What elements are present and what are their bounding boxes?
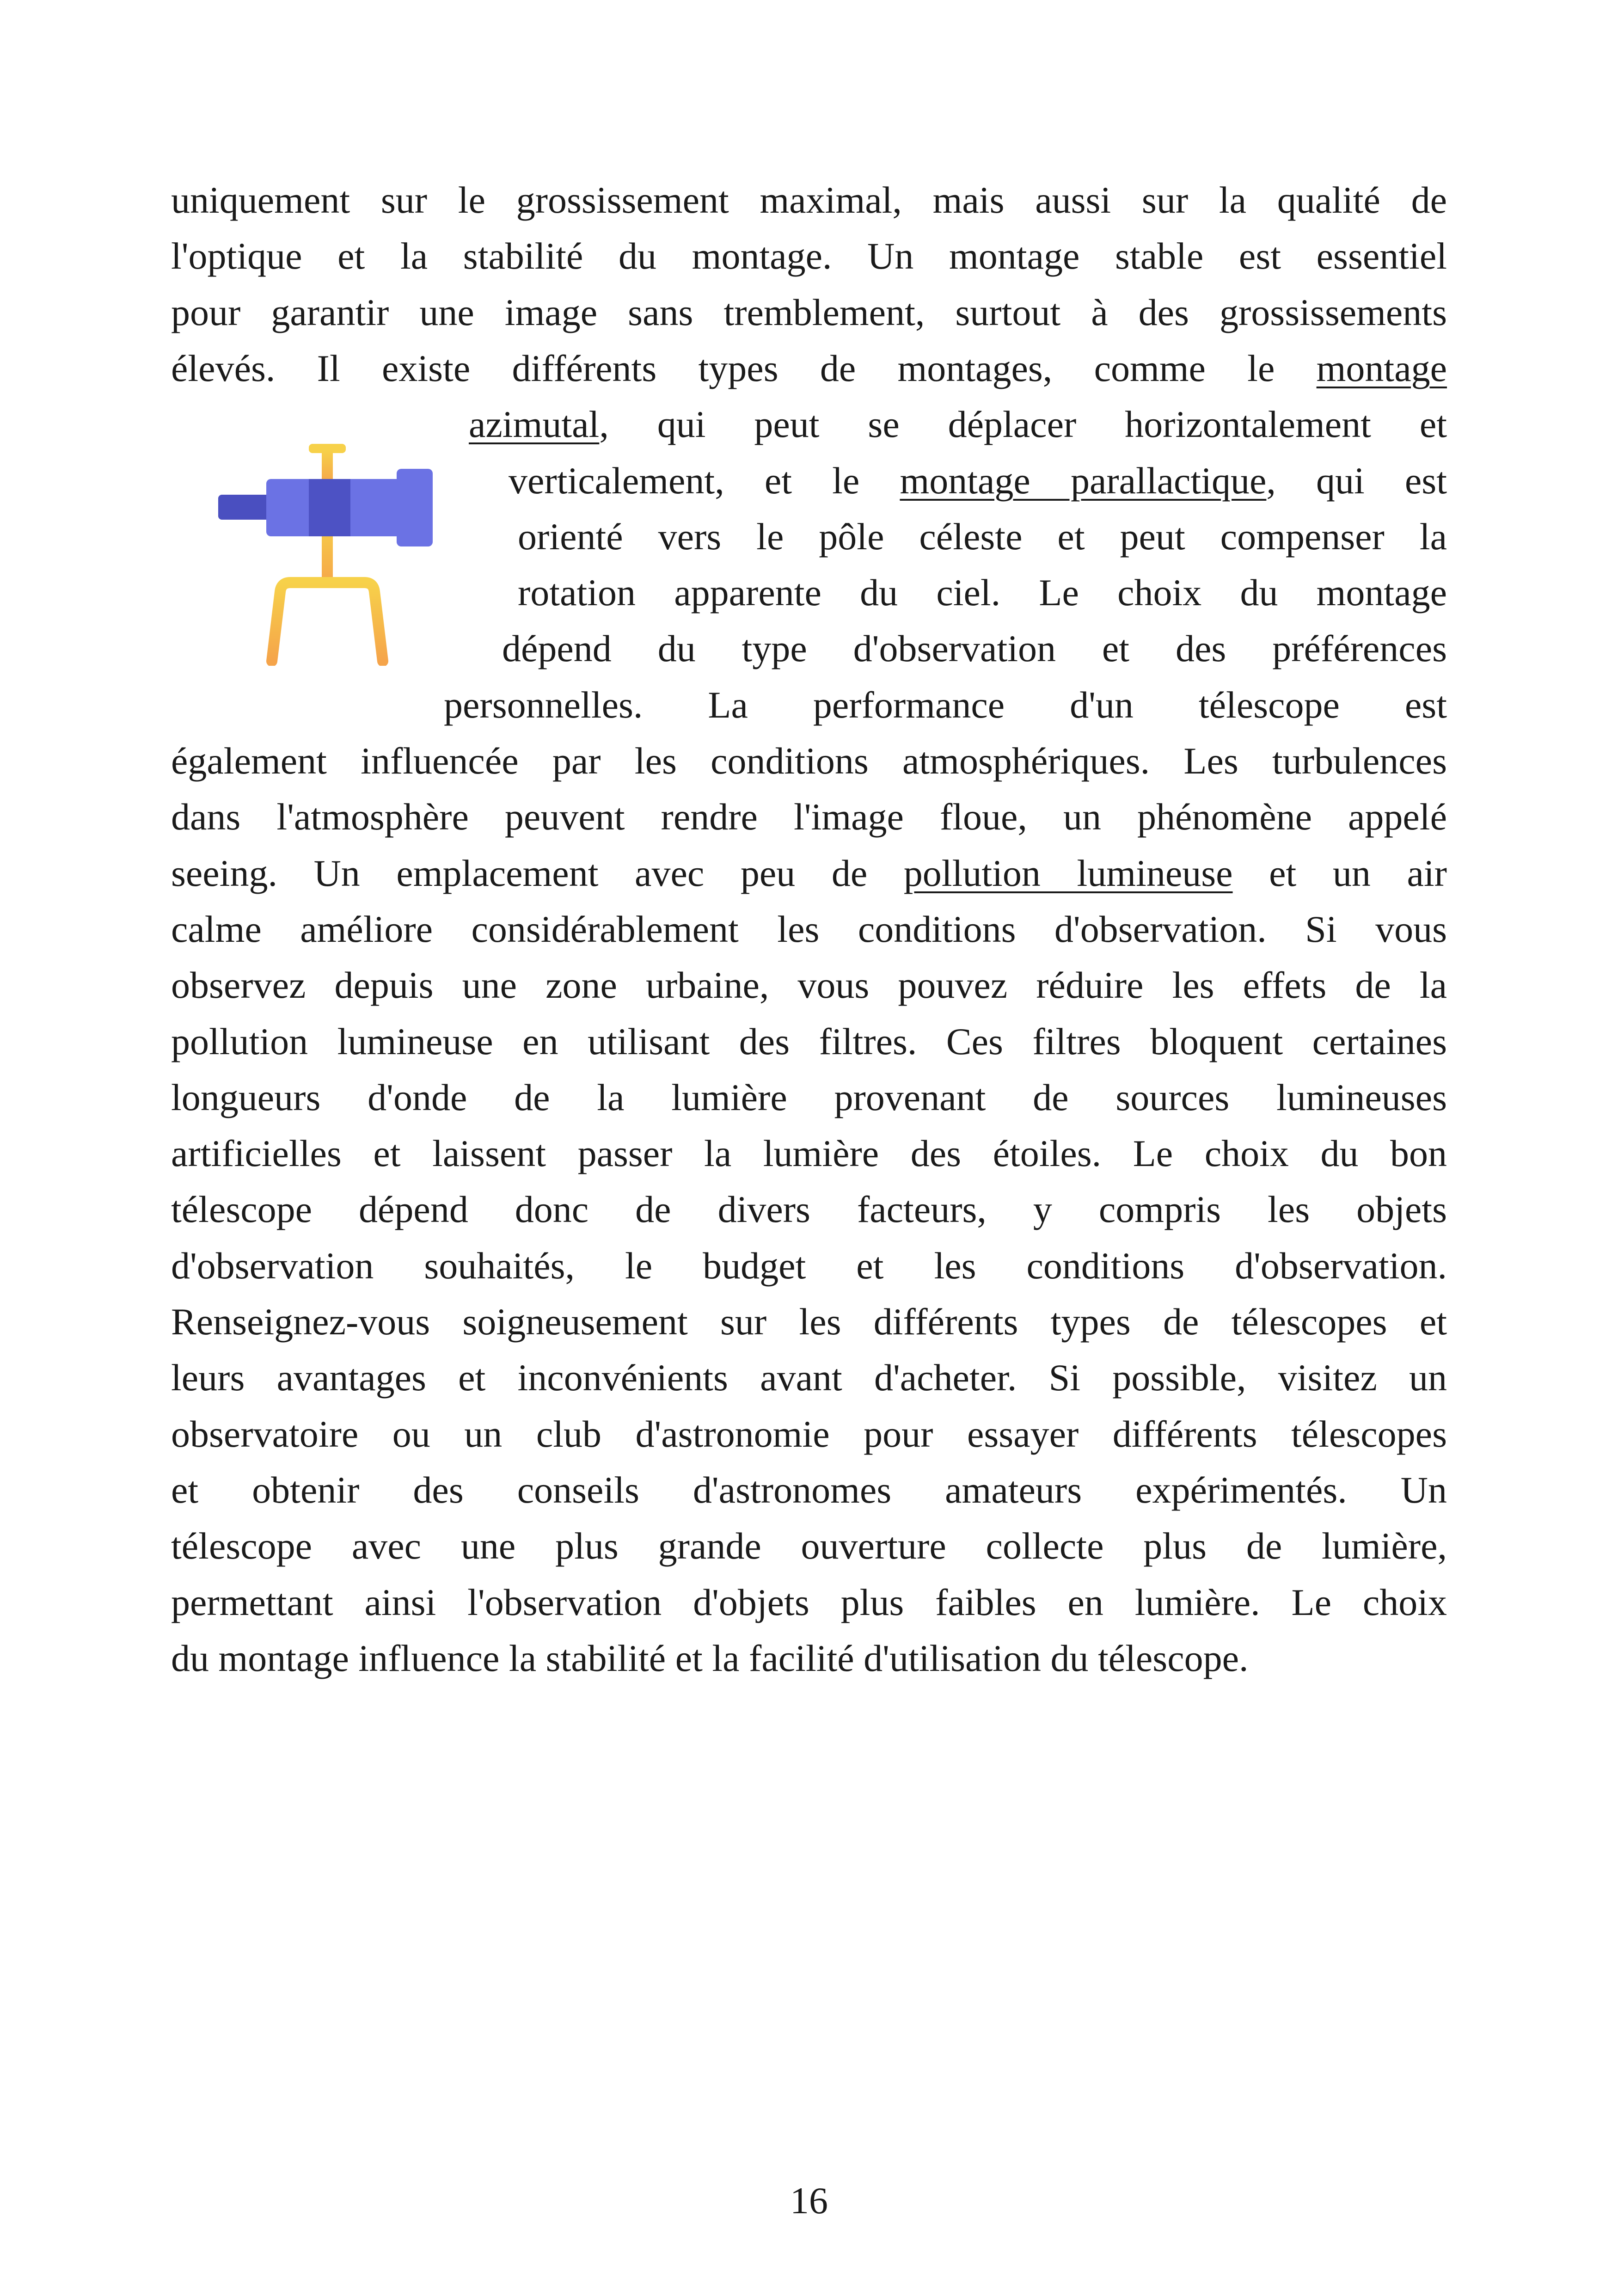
text-line [171,850,1447,896]
text-segment: orienté vers le pôle céleste et peut compenser la [518,516,1447,558]
text-line [171,233,1447,279]
text-segment: leurs avantages et inconvénients avant d'acheter. Si possible, visitez un [171,1357,1447,1399]
text-segment: pollution lumineuse en utilisant des filtres. Ces filtres bloquent certaines [171,1020,1447,1062]
text-line [518,570,1447,616]
text-line [171,1467,1447,1513]
text-segment: permettant ainsi l'observation d'objets plus faibles en lumière. Le choix [171,1581,1447,1623]
page-number: 16 [790,2179,828,2222]
text-line [171,289,1447,336]
text-line [171,1635,1447,1682]
text-line [444,682,1447,728]
text-segment: également influencée par les conditions atmosphériques. Les turbulences [171,740,1447,782]
telescope-icon [216,444,438,666]
text-segment: artificielles et laissent passer la lumière des étoiles. Le choix du bon [171,1132,1447,1174]
text-segment: élevés. Il existe différents types de montages, comme le [171,347,1317,389]
text-line [171,1579,1447,1626]
text-segment: dans l'atmosphère peuvent rendre l'image floue, un phénomène appelé [171,796,1447,838]
text-segment: longueurs d'onde de la lumière provenant de sources lumineuses [171,1076,1447,1118]
text-line [518,514,1447,560]
text-segment: observez depuis une zone urbaine, vous pouvez réduire les effets de la [171,964,1447,1006]
underlined-term: montage [1316,347,1447,389]
text-segment: , qui peut se déplacer horizontalement et [599,403,1447,445]
text-segment: observatoire ou un club d'astronomie pour essayer différents télescopes [171,1413,1447,1455]
text-segment: d'observation souhaités, le budget et les conditions d'observation. [171,1245,1447,1287]
underlined-term: montage parallactique [900,460,1267,502]
text-segment: et obtenir des conseils d'astronomes amateurs expérimentés. Un [171,1469,1447,1511]
text-segment: télescope dépend donc de divers facteurs, y compris les objets [171,1188,1447,1230]
text-line [171,738,1447,784]
text-segment: l'optique et la stabilité du montage. Un montage stable est essentiel [171,235,1447,277]
text-segment: dépend du type d'observation et des préférences [502,627,1447,669]
text-line [171,1186,1447,1233]
text-line [469,401,1447,448]
text-line [171,1411,1447,1457]
text-line [171,1299,1447,1345]
underlined-term: pollution lumineuse [903,852,1233,894]
text-segment: rotation apparente du ciel. Le choix du montage [518,571,1447,614]
text-line [171,1019,1447,1065]
text-line [171,1243,1447,1289]
text-line [509,458,1447,504]
text-line [171,1355,1447,1401]
text-segment: Renseignez-vous soigneusement sur les différents types de télescopes et [171,1301,1447,1343]
text-line [502,626,1447,672]
text-segment: et un air [1232,852,1447,894]
text-line [171,177,1447,223]
text-line [171,345,1447,392]
text-segment: seeing. Un emplacement avec peu de [171,852,904,894]
text-segment: calme améliore considérablement les conditions d'observation. Si vous [171,908,1447,950]
text-line [171,1130,1447,1177]
text-line [171,962,1447,1008]
text-line [171,1074,1447,1121]
text-segment: télescope avec une plus grande ouverture collecte plus de lumière, [171,1525,1447,1567]
text-segment: uniquement sur le grossissement maximal, mais aussi sur la qualité de [171,179,1447,221]
text-segment: du montage influence la stabilité et la facilité d'utilisation du télescope. [171,1637,1249,1679]
text-segment: verticalement, et le [509,460,900,502]
text-segment: pour garantir une image sans tremblement, surtout à des grossissements [171,291,1447,333]
text-line [171,794,1447,840]
text-line [171,1523,1447,1569]
underlined-term: azimutal [469,403,600,445]
text-segment: , qui est [1266,460,1447,502]
text-line [171,906,1447,952]
text-segment: personnelles. La performance d'un télescope est [444,684,1447,726]
